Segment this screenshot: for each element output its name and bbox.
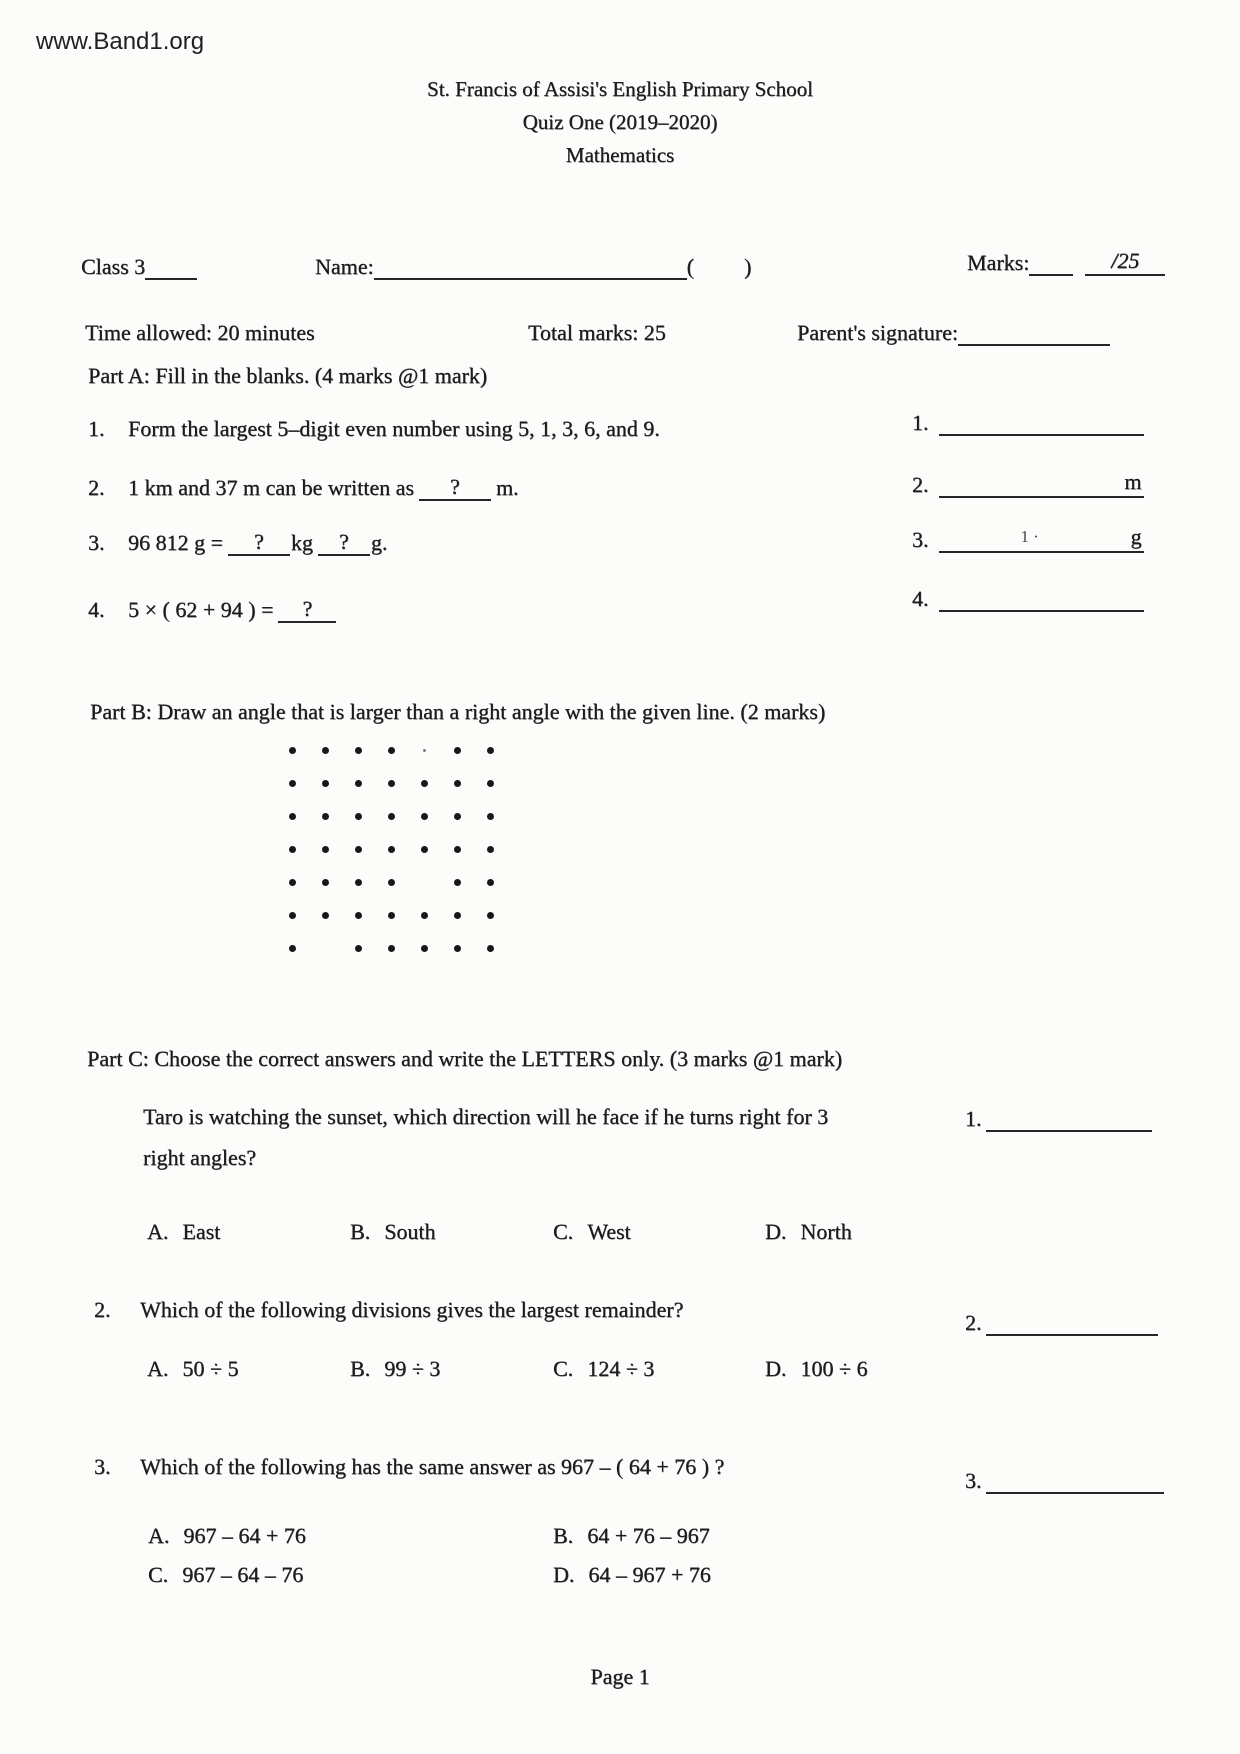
class-blank-line: [145, 256, 197, 280]
q2-text-after: m.: [495, 475, 519, 500]
dot-cell: [276, 899, 309, 932]
q4-inline-blank: ?: [278, 596, 336, 623]
grid-dot: [487, 846, 494, 853]
grid-dot: [487, 879, 494, 886]
dot-cell: [375, 734, 408, 767]
dot-cell: [408, 899, 441, 932]
total-marks: Total marks: 25: [528, 320, 666, 345]
dot-cell: [276, 866, 309, 899]
grid-dot: [289, 747, 296, 754]
dot-cell: [276, 734, 309, 767]
answer-4-number: 4.: [912, 586, 929, 611]
q3-option-b: B. 64 + 76 – 967: [553, 1523, 710, 1548]
page-number: Page 1: [590, 1664, 650, 1689]
grid-dot: [421, 846, 428, 853]
part-c-q3-options-row2: [0, 1562, 1240, 1590]
part-b-heading: Part B: Draw an angle that is larger than a right angle with the given line. (2 marks): [90, 699, 826, 724]
grid-dot: [487, 780, 494, 787]
dot-cell: [342, 899, 375, 932]
grid-dot: [355, 945, 362, 952]
part-a-q3: [88, 529, 387, 556]
part-c-q2-text: Which of the following divisions gives the largest remainder?: [140, 1297, 684, 1322]
part-c-answer-3-line: [986, 1466, 1164, 1494]
q3-text-after: g.: [370, 530, 388, 555]
q3-option-d: D. 64 – 967 + 76: [553, 1562, 711, 1587]
part-a-answer-3: [912, 525, 1144, 553]
q3-text-before: 96 812 g =: [128, 530, 223, 555]
parent-signature-label: Parent's signature:: [797, 320, 958, 345]
dot-cell: [474, 866, 507, 899]
site-watermark: www.Band1.org: [36, 28, 205, 55]
dot-cell: [474, 833, 507, 866]
q3-option-c: C. 967 – 64 – 76: [148, 1562, 304, 1587]
grid-dot: [388, 780, 395, 787]
part-c-q1-line1: Taro is watching the sunset, which direction will he face if he turns right for 3: [143, 1104, 829, 1129]
marks-label: Marks:: [967, 250, 1030, 275]
part-a-answer-4: [912, 584, 1144, 612]
answer-1-number: 1.: [912, 410, 929, 435]
grid-dot: [355, 846, 362, 853]
grid-dot: [355, 813, 362, 820]
grid-dot: [355, 780, 362, 787]
dot-cell: [342, 767, 375, 800]
grid-dot: [487, 747, 494, 754]
school-name: St. Francis of Assisi's English Primary School: [427, 77, 813, 101]
grid-dot: [322, 747, 329, 754]
q2-option-c: C. 124 ÷ 3: [553, 1356, 655, 1381]
part-c-q3-options-row1: [0, 1523, 1240, 1551]
answer-2-suffix: m: [1124, 469, 1142, 494]
dot-cell: [375, 866, 408, 899]
dot-cell: [474, 734, 507, 767]
q4-text-before: 5 × ( 62 + 94 ) =: [128, 597, 274, 622]
q3-option-a: A. 967 – 64 + 76: [148, 1523, 306, 1548]
grid-dot: [322, 912, 329, 919]
part-c-q2-number: 2.: [94, 1297, 111, 1322]
dot-cell: [441, 734, 474, 767]
grid-dot: [423, 749, 426, 752]
grid-dot: [454, 747, 461, 754]
part-c-answer-1-number: 1.: [965, 1106, 982, 1131]
grid-dot: [487, 945, 494, 952]
dot-cell: [309, 833, 342, 866]
grid-dot: [355, 912, 362, 919]
grid-dot: [355, 747, 362, 754]
marks-blank-line: [1029, 252, 1073, 276]
q2-text-before: 1 km and 37 m can be written as: [128, 475, 414, 500]
part-c-answer-2-line: [986, 1308, 1158, 1336]
dot-cell: [375, 767, 408, 800]
grid-dot: [454, 846, 461, 853]
parent-signature-line: [958, 322, 1110, 346]
dot-cell: [441, 899, 474, 932]
answer-2-line: [939, 470, 1144, 498]
q1-option-c: C. West: [553, 1219, 631, 1244]
grid-dot: [454, 813, 461, 820]
name-label: Name:: [315, 254, 374, 279]
part-a-q2: [88, 474, 519, 501]
q2-option-d: D. 100 ÷ 6: [765, 1356, 868, 1381]
dot-cell: [342, 734, 375, 767]
q2-number: 2.: [88, 475, 105, 500]
answer-1-line: [939, 408, 1144, 436]
part-c-q3-number: 3.: [94, 1454, 111, 1479]
q2-inline-blank: ?: [419, 474, 491, 501]
dot-cell: [441, 866, 474, 899]
part-a-q4: [88, 596, 341, 623]
dot-cell: [276, 932, 309, 965]
dot-cell: [474, 932, 507, 965]
dot-cell: [408, 767, 441, 800]
grid-dot: [322, 846, 329, 853]
grid-dot: [289, 879, 296, 886]
quiz-title: Quiz One (2019–2020): [522, 110, 718, 134]
part-c-q3: [94, 1454, 724, 1480]
q3-number: 3.: [88, 530, 105, 555]
name-field: [315, 254, 751, 280]
answer-4-line: [939, 584, 1144, 612]
dot-cell: [276, 800, 309, 833]
grid-dot: [487, 912, 494, 919]
part-a-q1: [88, 416, 660, 442]
answer-2-number: 2.: [912, 472, 929, 497]
dot-cell: [408, 800, 441, 833]
part-c-answer-2: [965, 1308, 1158, 1336]
part-c-q3-text: Which of the following has the same answer as 967 – ( 64 + 76 ) ?: [140, 1454, 725, 1479]
part-c-q2: [94, 1297, 683, 1323]
part-a-heading: Part A: Fill in the blanks. (4 marks @1 mark): [88, 363, 488, 388]
answer-3-number: 3.: [912, 527, 929, 552]
marks-field: [967, 248, 1165, 276]
grid-dot: [322, 879, 329, 886]
grid-dot: [289, 813, 296, 820]
part-a-answer-2: [912, 470, 1144, 498]
part-c-heading: Part C: Choose the correct answers and write the LETTERS only. (3 marks @1 mark): [87, 1046, 843, 1071]
dot-grid: [276, 734, 507, 965]
parent-signature-field: [797, 320, 1110, 346]
q1-option-b: B. South: [350, 1219, 436, 1244]
part-c-q1-options: [0, 1219, 1240, 1247]
grid-dot: [289, 945, 296, 952]
grid-dot: [454, 780, 461, 787]
dot-cell: [342, 833, 375, 866]
class-label: Class 3: [81, 254, 146, 279]
q3-text-mid: kg: [290, 530, 313, 555]
answer-3-mark: 1 ·: [1020, 527, 1039, 546]
part-c-answer-1-line: [986, 1104, 1152, 1132]
dot-cell: [441, 833, 474, 866]
grid-dot: [421, 912, 428, 919]
part-a-answer-1: [912, 408, 1144, 436]
dot-cell: [309, 866, 342, 899]
dot-cell: [309, 767, 342, 800]
answer-3-line: [939, 525, 1144, 553]
dot-cell: [408, 734, 441, 767]
dot-cell: [375, 932, 408, 965]
q1-number: 1.: [88, 416, 105, 441]
grid-dot: [322, 780, 329, 787]
part-c-q1-line2: right angles?: [143, 1145, 257, 1170]
subject-title: Mathematics: [565, 143, 675, 167]
dot-cell: [276, 767, 309, 800]
dot-cell: [276, 833, 309, 866]
q1-option-a: A. East: [147, 1219, 221, 1244]
part-c-answer-2-number: 2.: [965, 1310, 982, 1335]
grid-dot: [454, 945, 461, 952]
dot-cell: [309, 734, 342, 767]
grid-dot: [421, 780, 428, 787]
paren-close: ): [743, 254, 752, 279]
part-c-answer-3: [965, 1466, 1164, 1494]
marks-total-line: /25: [1085, 248, 1165, 276]
grid-dot: [421, 813, 428, 820]
dot-cell: [375, 899, 408, 932]
grid-dot: [421, 945, 428, 952]
dot-cell: [474, 800, 507, 833]
grid-dot: [454, 879, 461, 886]
q2-option-a: A. 50 ÷ 5: [147, 1356, 239, 1381]
dot-cell: [375, 800, 408, 833]
dot-cell: [375, 833, 408, 866]
dot-cell: [309, 899, 342, 932]
grid-dot: [388, 912, 395, 919]
grid-dot: [487, 813, 494, 820]
dot-cell: [309, 800, 342, 833]
dot-cell: [474, 767, 507, 800]
q4-number: 4.: [88, 597, 105, 622]
name-blank-line: [374, 256, 687, 280]
part-c-q2-options: [0, 1356, 1240, 1384]
q3-inline-blank-2: ?: [318, 529, 370, 556]
grid-dot: [388, 879, 395, 886]
grid-dot: [355, 879, 362, 886]
dot-cell: [342, 800, 375, 833]
dot-cell: [441, 800, 474, 833]
dot-cell: [309, 932, 342, 965]
grid-dot: [322, 813, 329, 820]
q1-text: Form the largest 5–digit even number using 5, 1, 3, 6, and 9.: [128, 416, 660, 441]
dot-cell: [408, 833, 441, 866]
grid-dot: [388, 747, 395, 754]
class-field: [81, 254, 197, 280]
q1-option-d: D. North: [765, 1219, 852, 1244]
part-c-answer-3-number: 3.: [965, 1468, 982, 1493]
grid-dot: [388, 846, 395, 853]
time-allowed: Time allowed: 20 minutes: [85, 320, 315, 345]
dot-cell: [342, 932, 375, 965]
grid-dot: [454, 912, 461, 919]
answer-3-suffix: g: [1130, 524, 1142, 549]
grid-dot: [289, 780, 296, 787]
dot-cell: [441, 932, 474, 965]
grid-dot: [289, 912, 296, 919]
dot-cell: [408, 932, 441, 965]
part-c-answer-1: [965, 1104, 1152, 1132]
q2-option-b: B. 99 ÷ 3: [350, 1356, 441, 1381]
grid-dot: [388, 813, 395, 820]
grid-dot: [289, 846, 296, 853]
dot-cell: [474, 899, 507, 932]
q3-inline-blank-1: ?: [228, 529, 290, 556]
grid-dot: [388, 945, 395, 952]
dot-cell: [408, 866, 441, 899]
dot-cell: [441, 767, 474, 800]
dot-cell: [342, 866, 375, 899]
paren-open: (: [686, 254, 694, 279]
